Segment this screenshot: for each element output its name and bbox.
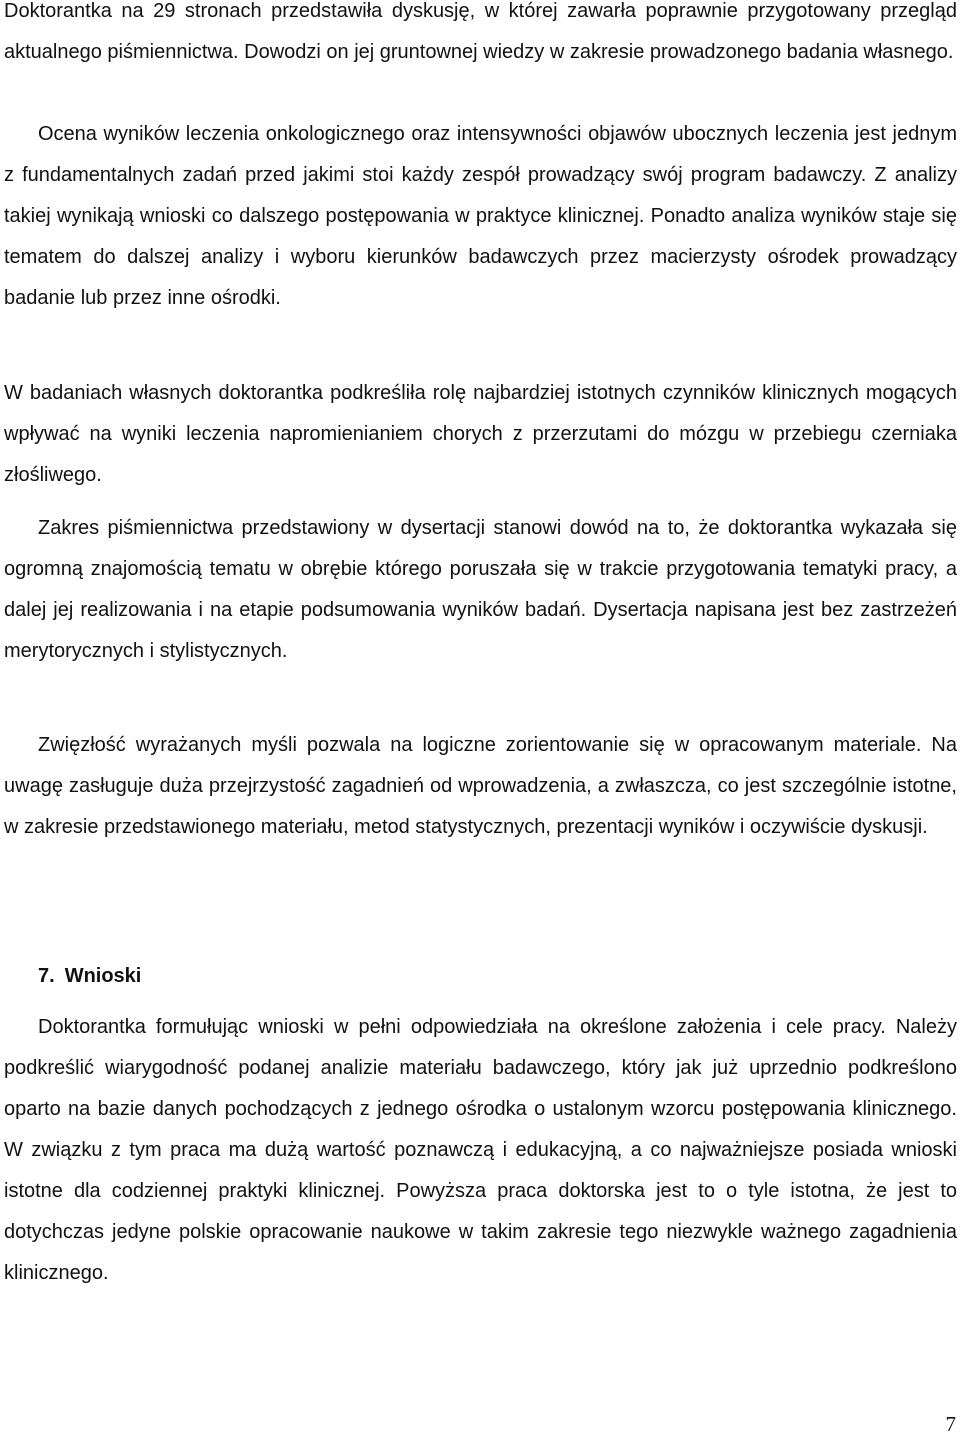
paragraph-own-research: W badaniach własnych doktorantka podkreśliła rolę najbardziej istotnych czynników klinicznych mogących wpływać na wyniki leczenia napromienianiem chorych z przerzutami do mózgu w przebiegu czerniaka złośliwego. — [4, 382, 957, 486]
section-title: Wnioski — [64, 965, 142, 987]
section-heading — [38, 956, 141, 997]
paragraph-conciseness: Zwięzłość wyrażanych myśli pozwala na logiczne zorientowanie się w opracowanym materiale. Na uwagę zasługuje duża przejrzystość zagadnień od wprowadzenia, a zwłaszcza, co jest szczególnie istotne, w zakresie przedstawionego materiału, metod statystycznych, prezentacji wyników i oczywiście dyskusji. — [4, 734, 957, 838]
page-number: 7 — [945, 1412, 956, 1436]
paragraph-conclusions: Doktorantka formułując wnioski w pełni odpowiedziała na określone założenia i cele pracy. Należy podkreślić wiarygodność podanej analizie materiału badawczego, który jak już uprzednio podkreślono oparto na bazie danych pochodzących z jednego ośrodka o ustalonym wzorcu postępowania klinicznego. W związku z tym praca ma dużą wartość poznawczą i edukacyjną, a co najważniejsze posiada wnioski istotne dla codziennej praktyki klinicznej. Powyższa praca doktorska jest to o tyle istotna, że jest to dotychczas jedyne polskie opracowanie naukowe w takim zakresie tego niezwykle ważnego zagadnienia klinicznego. — [4, 1016, 957, 1284]
paragraph-discussion: Doktorantka na 29 stronach przedstawiła dyskusję, w której zawarła poprawnie przygotowany przegląd aktualnego piśmiennictwa. Dowodzi on jej gruntownej wiedzy w zakresie prowadzonego badania własnego. — [4, 0, 957, 63]
paragraph-literature-scope: Zakres piśmiennictwa przedstawiony w dysertacji stanowi dowód na to, że doktorantka wykazała się ogromną znajomością tematu w obrębie którego poruszała się w trakcie przygotowania tematyki pracy, a dalej jej realizowania i na etapie podsumowania wyników badań. Dysertacja napisana jest bez zastrzeżeń merytorycznych i stylistycznych. — [4, 517, 957, 662]
paragraph-treatment-evaluation: Ocena wyników leczenia onkologicznego oraz intensywności objawów ubocznych leczenia jest jednym z fundamentalnych zadań przed jakimi stoi każdy zespół prowadzący swój program badawczy. Z analizy takiej wynikają wnioski co dalszego postępowania w praktyce klinicznej. Ponadto analiza wyników staje się tematem do dalszej analizy i wyboru kierunków badawczych przez macierzysty ośrodek prowadzący badanie lub przez inne ośrodki. — [4, 123, 957, 309]
section-number: 7. — [38, 965, 55, 987]
